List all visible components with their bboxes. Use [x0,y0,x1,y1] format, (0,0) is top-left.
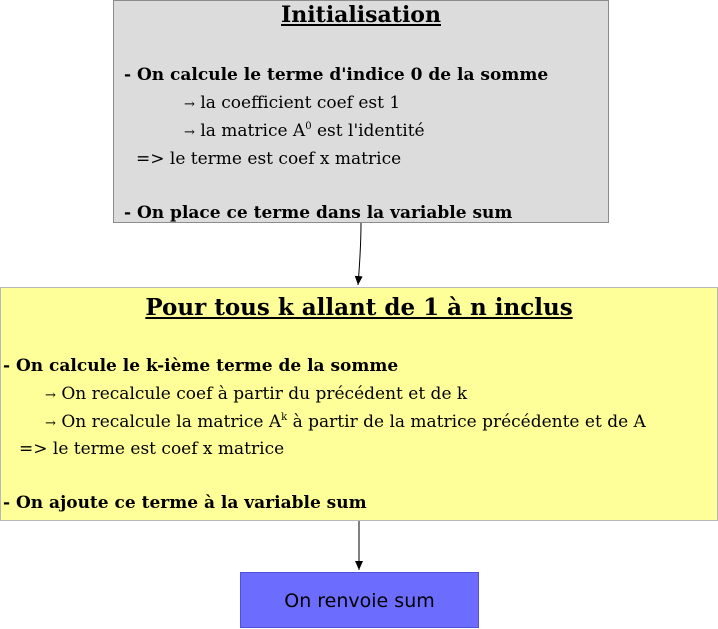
return-label: On renvoie sum [284,590,435,612]
loop-title: Pour tous k allant de 1 à n inclus [145,294,573,321]
return-box [240,572,479,628]
init-sub-matrix: → la matrice $A^0$ est l'identité [184,121,425,141]
initialisation-box [113,0,609,223]
loop-sub-matrix: → On recalcule la matrice $A^k$ à partir de la matrice précédente et de A [45,412,646,432]
right-arrow-icon: → [184,125,195,140]
initialisation-title: Initialisation [281,2,441,28]
init-step-compute: - On calcule le terme d'indice 0 de la somme [124,65,549,85]
loop-result: => le terme est coef x matrice [19,439,285,459]
init-result: => le terme est coef x matrice [136,149,402,169]
loop-box [0,287,718,521]
loop-sub-coef: → On recalcule coef à partir du précédent et de k [45,384,468,404]
init-step-store: - On place ce terme dans la variable sum [124,203,513,223]
loop-step-add: - On ajoute ce terme à la variable sum [3,493,367,513]
init-sub-coef: → la coefficient coef est 1 [184,93,401,113]
arrow-init-to-loop [358,223,361,285]
right-arrow-icon: → [184,97,195,112]
right-arrow-icon: → [45,388,56,403]
loop-step-compute: - On calcule le k-ième terme de la somme [3,356,399,376]
right-arrow-icon: → [45,416,56,431]
